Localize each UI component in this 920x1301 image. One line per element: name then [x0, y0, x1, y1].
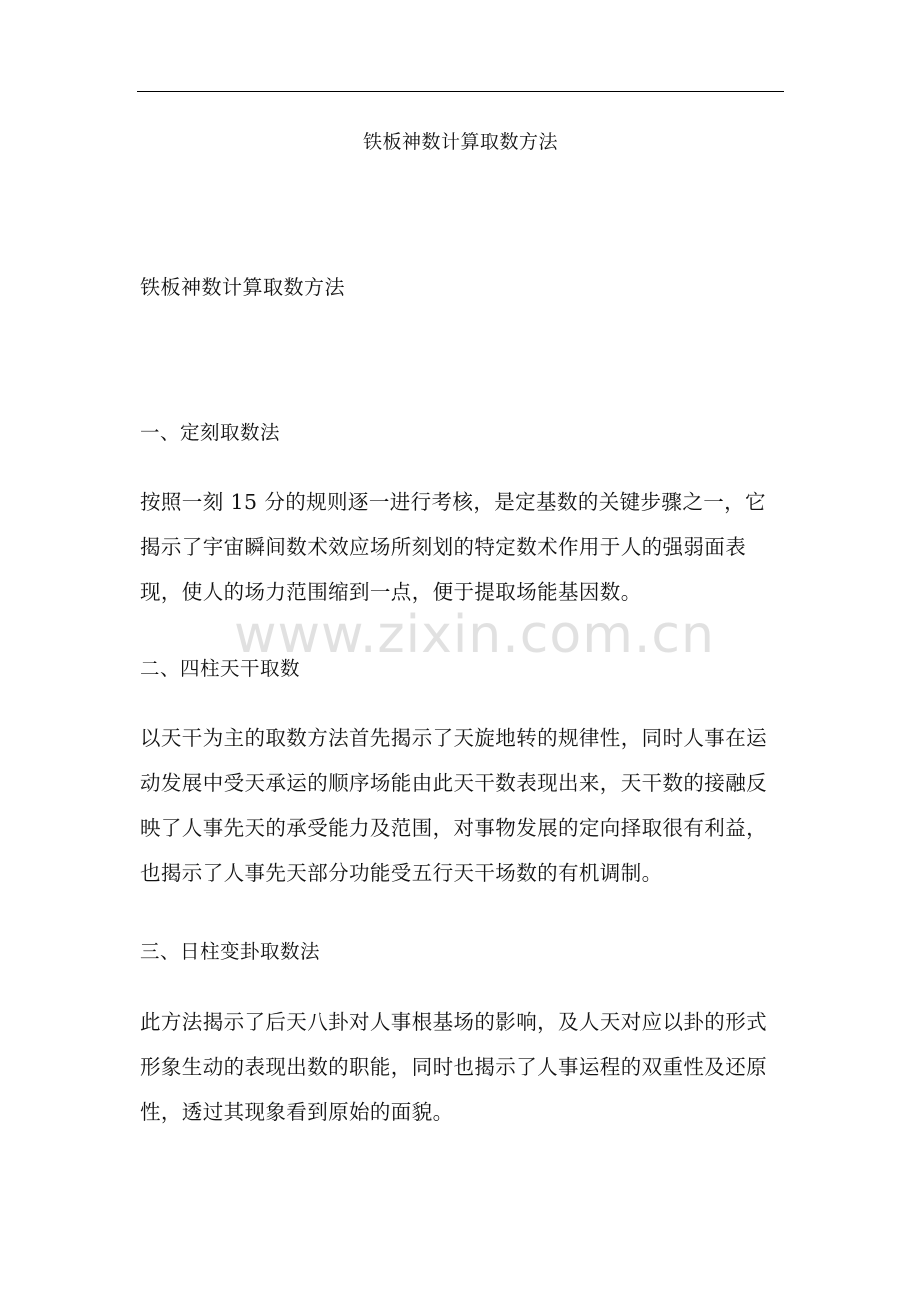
paragraph-line: 形象生动的表现出数的职能，同时也揭示了人事运程的双重性及还原 [140, 1055, 767, 1079]
paragraph-line: 也揭示了人事先天部分功能受五行天干场数的有机调制。 [140, 861, 663, 885]
section-paragraph-3 [140, 1000, 780, 1135]
section-heading-1: 一、定刻取数法 [140, 421, 281, 444]
watermark: www.zixin.com.cn [234, 605, 715, 665]
paragraph-line: 动发展中受天承运的顺序场能由此天干数表现出来，天干数的接融反 [140, 771, 767, 795]
page-header-title: 铁板神数计算取数方法 [362, 131, 558, 153]
paragraph-line: 揭示了宇宙瞬间数术效应场所刻划的特定数术作用于人的强弱面表 [140, 535, 747, 559]
paragraph-line: 现，使人的场力范围缩到一点，便于提取场能基因数。 [140, 580, 642, 604]
paragraph-line: 映了人事先天的承受能力及范围，对事物发展的定向择取很有利益， [140, 816, 767, 840]
section-heading-3: 三、日柱变卦取数法 [140, 940, 321, 963]
document-title: 铁板神数计算取数方法 [140, 275, 345, 299]
paragraph-line: 此方法揭示了后天八卦对人事根基场的影响，及人天对应以卦的形式 [140, 1010, 767, 1034]
section-paragraph-1 [140, 480, 780, 615]
paragraph-line: 性，透过其现象看到原始的面貌。 [140, 1100, 454, 1124]
paragraph-line: 以天干为主的取数方法首先揭示了天旋地转的规律性，同时人事在运 [140, 726, 767, 750]
section-paragraph-2 [140, 716, 780, 896]
paragraph-line: 按照一刻 15 分的规则逐一进行考核，是定基数的关键步骤之一，它 [140, 490, 766, 514]
section-heading-2: 二、四柱天干取数 [140, 657, 301, 680]
header-divider [137, 91, 784, 92]
